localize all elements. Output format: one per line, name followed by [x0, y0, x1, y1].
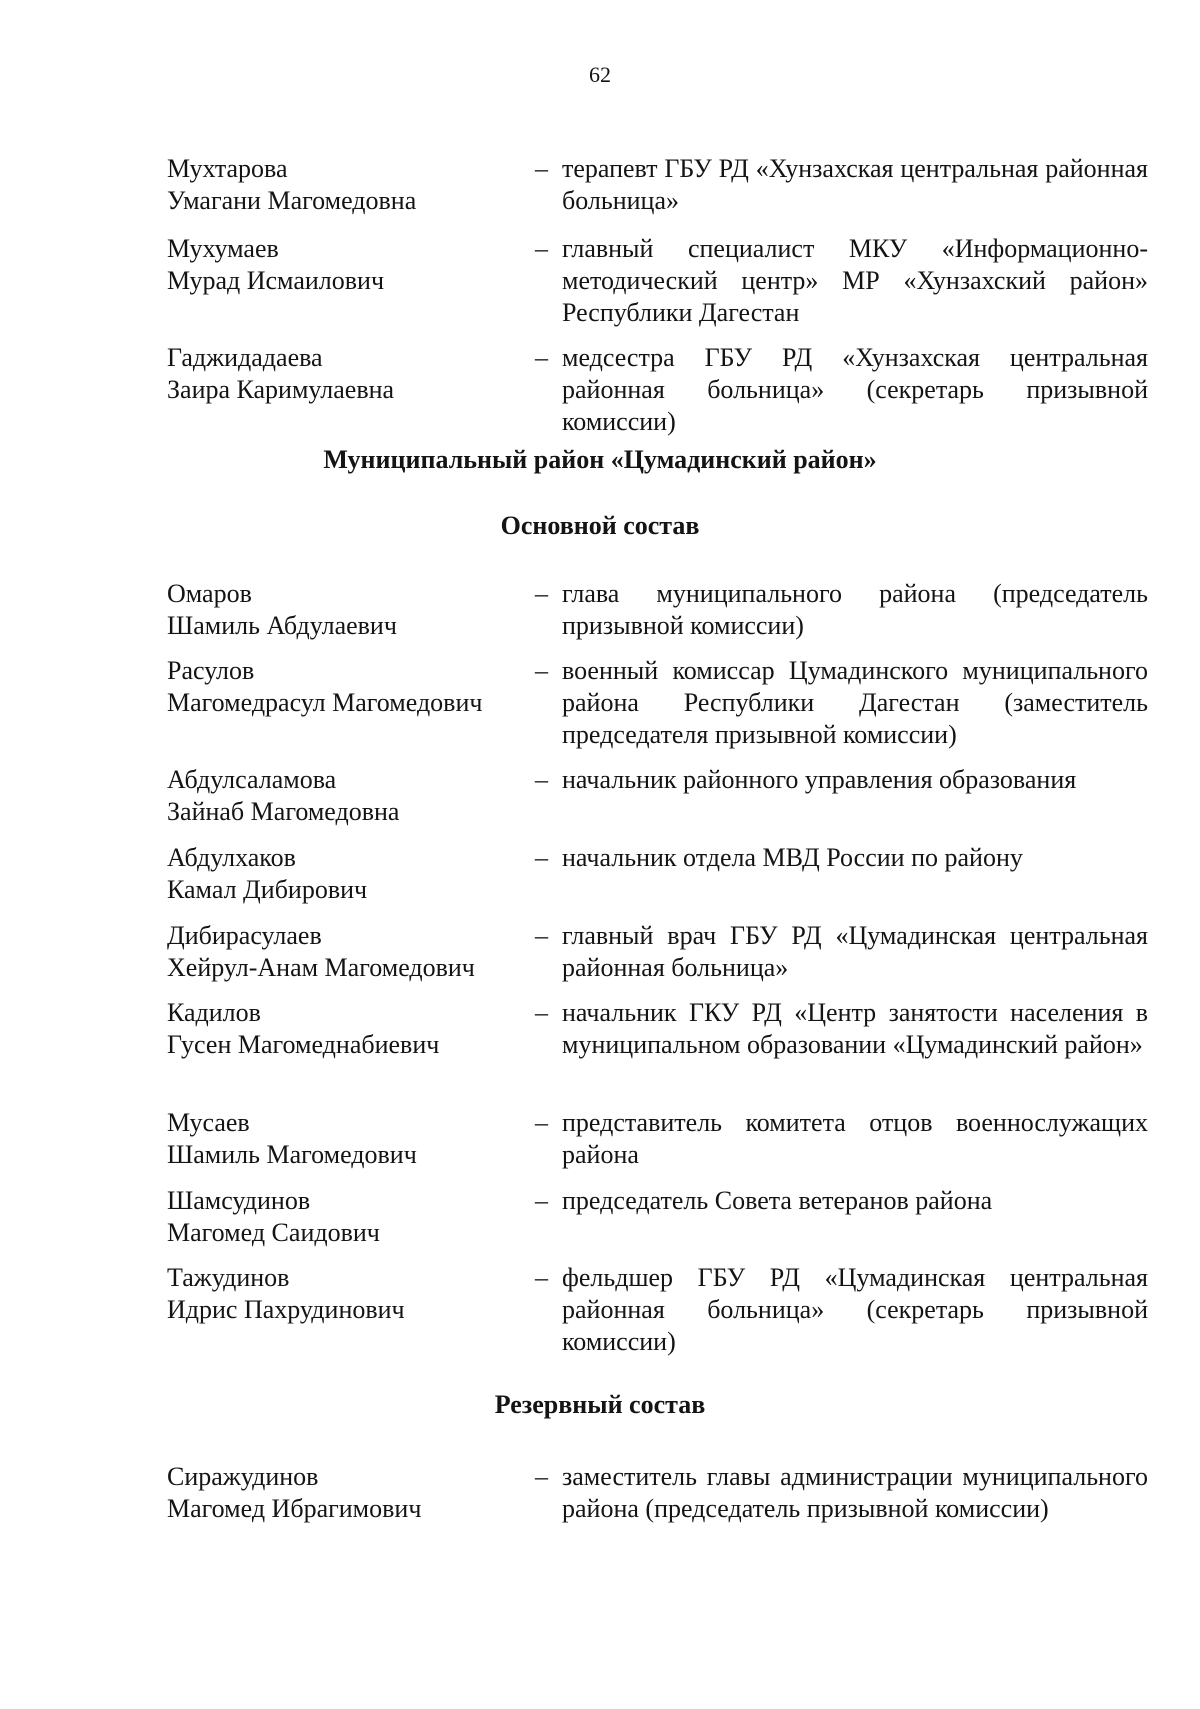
position-description: глава муниципального района (председатель призывной комиссии)	[562, 579, 1148, 640]
position-description: начальник ГКУ РД «Центр занятости населения в муниципальном образовании «Цумадинский район»	[562, 998, 1148, 1059]
dash: –	[535, 1462, 548, 1491]
surname: Абдулсаламова	[167, 765, 337, 794]
position-description: военный комиссар Цумадинского муниципального района Республики Дагестан (заместитель председателя призывной комиссии)	[562, 656, 1148, 749]
person-name	[167, 1107, 527, 1171]
person-name	[167, 1185, 527, 1249]
dash: –	[535, 234, 548, 263]
surname: Кадилов	[167, 998, 261, 1027]
given-names: Хейрул-Анам Магомедович	[167, 953, 475, 982]
page-number: 62	[589, 62, 611, 87]
dash: –	[535, 579, 548, 608]
person-name	[167, 233, 527, 297]
given-names: Магомед Ибрагимович	[167, 1494, 422, 1523]
given-names: Камал Дибирович	[167, 875, 368, 904]
surname: Тажудинов	[167, 1263, 290, 1292]
position-description: терапевт ГБУ РД «Хунзахская центральная районная больница»	[562, 154, 1148, 215]
surname: Шамсудинов	[167, 1186, 311, 1215]
given-names: Гусен Магомеднабиевич	[167, 1030, 440, 1059]
dash: –	[535, 656, 548, 685]
given-names: Магомед Саидович	[167, 1218, 380, 1247]
district-title: Муниципальный район «Цумадинский район»	[323, 445, 877, 474]
dash: –	[535, 154, 548, 183]
person-name	[167, 1461, 527, 1525]
given-names: Зайнаб Магомедовна	[167, 797, 400, 826]
surname: Мусаев	[167, 1108, 250, 1137]
dash: –	[535, 1263, 548, 1292]
surname: Мухумаев	[167, 234, 279, 263]
main-composition-heading: Основной состав	[500, 511, 700, 540]
person-name	[167, 342, 527, 406]
given-names: Заира Каримулаевна	[167, 375, 395, 404]
dash: –	[535, 343, 548, 372]
position-description: заместитель главы администрации муниципального района (председатель призывной комиссии)	[562, 1462, 1148, 1523]
dash: –	[535, 921, 548, 950]
surname: Гаджидадаева	[167, 343, 323, 372]
reserve-composition-heading: Резервный состав	[494, 1390, 706, 1419]
surname: Дибирасулаев	[167, 921, 322, 950]
position-description: начальник отдела МВД России по району	[562, 843, 1023, 872]
person-name	[167, 764, 527, 828]
position-description: медсестра ГБУ РД «Хунзахская центральная районная больница» (секретарь призывной комиссии)	[562, 343, 1148, 436]
dash: –	[535, 1108, 548, 1137]
given-names: Умагани Магомедовна	[167, 186, 417, 215]
given-names: Мурад Исмаилович	[167, 266, 385, 295]
surname: Омаров	[167, 579, 252, 608]
person-name	[167, 997, 527, 1061]
position-description: фельдшер ГБУ РД «Цумадинская центральная районная больница» (секретарь призывной комиссии)	[562, 1263, 1148, 1356]
surname: Сиражудинов	[167, 1462, 319, 1491]
position-description: представитель комитета отцов военнослужащих района	[562, 1108, 1148, 1169]
position-description: главный врач ГБУ РД «Цумадинская центральная районная больница»	[562, 921, 1148, 982]
person-name	[167, 578, 527, 642]
person-name	[167, 920, 527, 984]
given-names: Идрис Пахрудинович	[167, 1295, 405, 1324]
given-names: Шамиль Магомедович	[167, 1140, 417, 1169]
person-name	[167, 153, 527, 217]
surname: Расулов	[167, 656, 255, 685]
given-names: Магомедрасул Магомедович	[167, 688, 483, 717]
surname: Мухтарова	[167, 154, 288, 183]
dash: –	[535, 998, 548, 1027]
position-description: начальник районного управления образования	[562, 765, 1077, 794]
position-description: главный специалист МКУ «Информационно-методический центр» МР «Хунзахский район» Республики Дагестан	[562, 234, 1148, 327]
surname: Абдулхаков	[167, 843, 296, 872]
given-names: Шамиль Абдулаевич	[167, 611, 397, 640]
person-name	[167, 655, 527, 719]
dash: –	[535, 843, 548, 872]
person-name	[167, 1262, 527, 1326]
person-name	[167, 842, 527, 906]
dash: –	[535, 765, 548, 794]
dash: –	[535, 1186, 548, 1215]
position-description: председатель Совета ветеранов района	[562, 1186, 993, 1215]
